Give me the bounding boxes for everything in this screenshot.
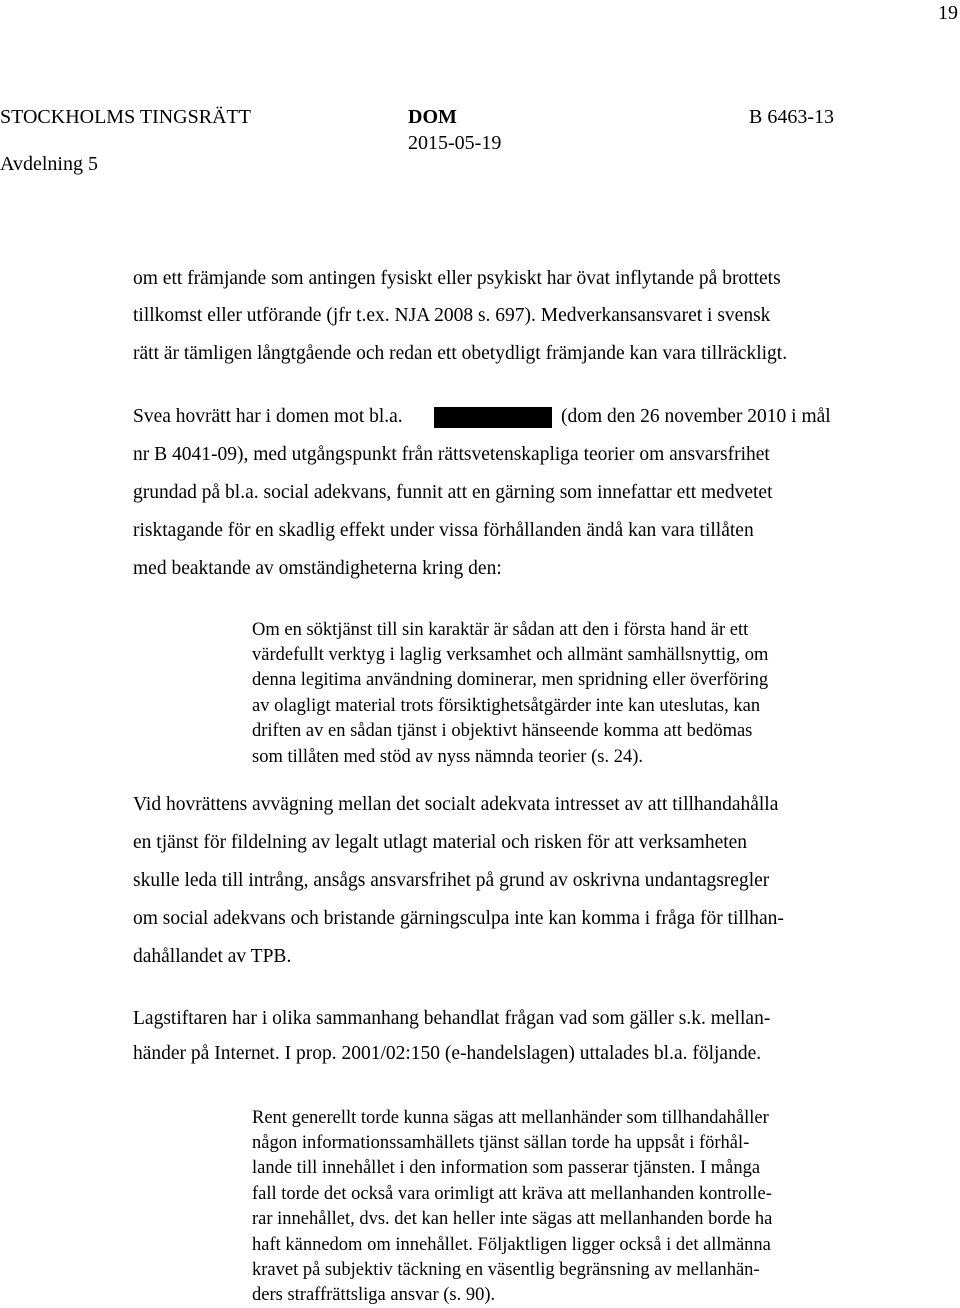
quote1-line: denna legitima användning dominerar, men spridning eller överföring bbox=[252, 670, 769, 690]
para1-line: rätt är tämligen långtgående och redan ett obetydligt främjande kan vara tillräckligt. bbox=[133, 343, 788, 364]
para3-line: om social adekvans och bristande gärningsculpa inte kan komma i fråga för tillhan- bbox=[133, 908, 784, 929]
court-name: STOCKHOLMS TINGSRÄTT bbox=[0, 106, 251, 128]
para4-line: händer på Internet. I prop. 2001/02:150 (e-handelslagen) uttalades bl.a. följande. bbox=[133, 1043, 762, 1064]
quote2-line: haft kännedom om innehållet. Följaktligen ligger också i det allmänna bbox=[252, 1235, 771, 1255]
quote1-line: av olagligt material trots försiktighetsåtgärder inte kan uteslutas, kan bbox=[252, 696, 761, 716]
para3-line: dahållandet av TPB. bbox=[133, 946, 292, 967]
document-type: DOM bbox=[408, 106, 457, 128]
para4-line: Lagstiftaren har i olika sammanhang behandlat frågan vad som gäller s.k. mellan- bbox=[133, 1008, 771, 1029]
quote2-line: rar innehållet, dvs. det kan heller inte sägas att mellanhanden borde ha bbox=[252, 1209, 773, 1229]
para2-line-end: (dom den 26 november 2010 i mål bbox=[561, 406, 831, 427]
para1-line: tillkomst eller utförande (jfr t.ex. NJA 2008 s. 697). Medverkansansvaret i svensk bbox=[133, 305, 771, 326]
redaction-box bbox=[434, 407, 552, 428]
para1-line: om ett främjande som antingen fysiskt eller psykiskt har övat inflytande på brottets bbox=[133, 268, 781, 289]
court-division: Avdelning 5 bbox=[0, 153, 98, 175]
quote2-line: kravet på subjektiv täckning en väsentlig begränsning av mellanhän- bbox=[252, 1260, 760, 1280]
para2-line: nr B 4041-09), med utgångspunkt från rättsvetenskapliga teorier om ansvarsfrihet bbox=[133, 444, 770, 465]
case-number: B 6463-13 bbox=[749, 106, 834, 128]
para3-line: en tjänst för fildelning av legalt utlagt material och risken för att verksamheten bbox=[133, 832, 748, 853]
page-number: 19 bbox=[938, 2, 958, 24]
quote2-line: någon informationssamhällets tjänst sällan torde ha uppsåt i förhål- bbox=[252, 1133, 750, 1153]
quote2-line: Rent generellt torde kunna sägas att mellanhänder som tillhandahåller bbox=[252, 1108, 769, 1128]
para2-line-start: Svea hovrätt har i domen mot bl.a. bbox=[133, 406, 403, 427]
quote2-line: ders straffrättsliga ansvar (s. 90). bbox=[252, 1285, 496, 1305]
para2-line: grundad på bl.a. social adekvans, funnit att en gärning som innefattar ett medvetet bbox=[133, 482, 773, 503]
para2-line: med beaktande av omständigheterna kring den: bbox=[133, 558, 502, 579]
para2-line: risktagande för en skadlig effekt under vissa förhållanden ändå kan vara tillåten bbox=[133, 520, 754, 541]
document-date: 2015-05-19 bbox=[408, 132, 502, 154]
quote1-line: Om en söktjänst till sin karaktär är sådan att den i första hand är ett bbox=[252, 620, 749, 640]
para3-line: Vid hovrättens avvägning mellan det socialt adekvata intresset av att tillhandahålla bbox=[133, 794, 779, 815]
quote1-line: som tillåten med stöd av nyss nämnda teorier (s. 24). bbox=[252, 747, 643, 767]
quote1-line: driften av en sådan tjänst i objektivt hänseende komma att bedömas bbox=[252, 721, 753, 741]
quote2-line: lande till innehållet i den information som passerar tjänsten. I många bbox=[252, 1158, 761, 1178]
quote1-line: värdefullt verktyg i laglig verksamhet och allmänt samhällsnyttig, om bbox=[252, 645, 769, 665]
quote2-line: fall torde det också vara orimligt att kräva att mellanhanden kontrolle- bbox=[252, 1184, 772, 1204]
para3-line: skulle leda till intrång, ansågs ansvarsfrihet på grund av oskrivna undantagsregler bbox=[133, 870, 770, 891]
